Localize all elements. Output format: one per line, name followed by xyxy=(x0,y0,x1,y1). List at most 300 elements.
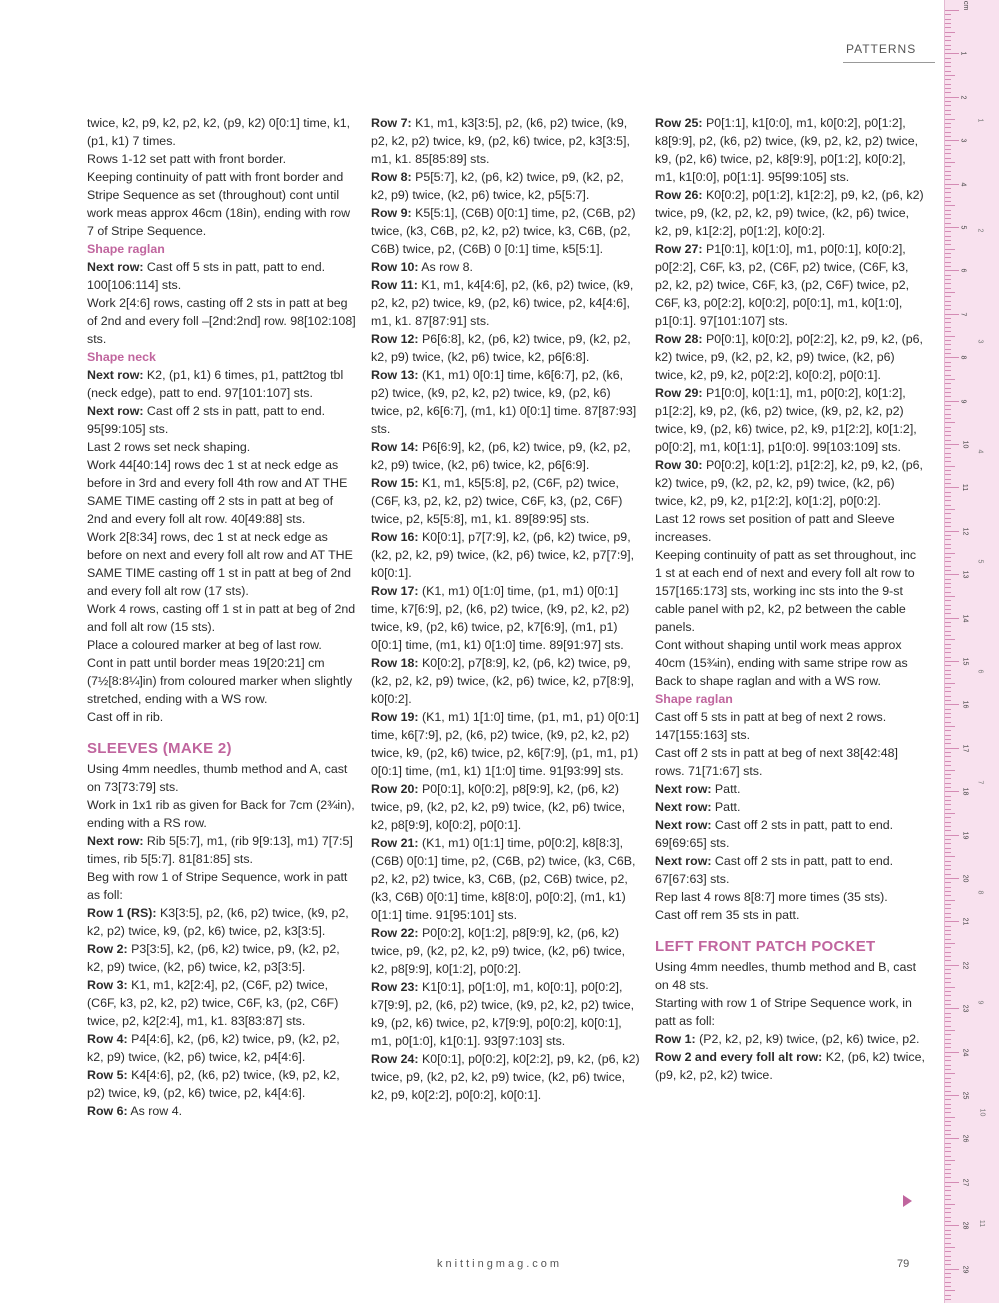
column-2 xyxy=(371,114,641,1104)
row-label: Row 27: xyxy=(655,242,703,256)
ruler-tick xyxy=(945,605,951,606)
row-instruction: (K1, m1) 0[1:0] time, (p1, m1) 0[0:1] time, k7[6:9], p2, (k6, p2) twice, (k9, p2, k2, p2) twice, k9, (p2, k6) twice, p2, k7[6:9], (m1, p1) 0[0:1] time, (m1, k1) 0[1:0] time. 89[91:97] sts. xyxy=(371,584,630,652)
ruler-tick xyxy=(945,27,951,28)
pattern-row xyxy=(87,832,357,868)
ruler-tick xyxy=(945,1273,951,1274)
ruler-tick xyxy=(945,895,951,896)
row-instruction: Cast off 2 sts in patt, patt to end. 69[69:65] sts. xyxy=(655,818,894,850)
ruler-tick xyxy=(945,1195,951,1196)
ruler-tick xyxy=(945,97,959,98)
ruler-tick xyxy=(945,526,951,527)
row-instruction: K2, (p1, k1) 6 times, p1, patt2tog tbl (neck edge), patt to end. 97[101:107] sts. xyxy=(87,368,344,400)
pattern-row xyxy=(655,240,925,330)
ruler-tick xyxy=(945,587,951,588)
ruler-tick xyxy=(945,618,959,619)
ruler-tick xyxy=(945,1204,955,1205)
ruler-tick xyxy=(945,947,951,948)
ruler-tick xyxy=(945,683,955,684)
pattern-row xyxy=(655,816,925,852)
row-label: Row 28: xyxy=(655,332,703,346)
ruler-tick xyxy=(945,379,955,380)
ruler-tick xyxy=(945,370,951,371)
paragraph: Using 4mm needles, thumb method and B, cast on 48 sts. xyxy=(655,960,917,992)
section-heading: SLEEVES (MAKE 2) xyxy=(87,740,232,757)
row-instruction: Patt. xyxy=(711,782,741,796)
row-instruction: P3[3:5], k2, (p6, k2) twice, p9, (k2, p2, k2, p9) twice, (k2, p6) twice, k2, p3[3:5]. xyxy=(87,942,340,974)
ruler-cm-label: 7 xyxy=(959,312,967,317)
ruler-tick xyxy=(945,1065,951,1066)
ruler-inch-label: 3 xyxy=(976,339,984,344)
ruler-tick xyxy=(945,969,951,970)
ruler-tick xyxy=(945,1160,955,1161)
ruler-tick xyxy=(945,539,951,540)
ruler-tick xyxy=(945,184,959,185)
row-instruction: P0[1:1], k1[0:0], m1, k0[0:2], p0[1:2], k8[9:9], p2, (k6, p2) twice, (k9, p2, k2, p2) twice, k9, (p2, k6) twice, p2, k8[9:9], p0[1:2], k0[0:2], m1, k1[0:0], p0[1:1]. 95[99:105] sts. xyxy=(655,116,919,184)
pattern-row xyxy=(655,1048,925,1084)
ruler-tick xyxy=(945,218,951,219)
paragraph: Starting with row 1 of Stripe Sequence work, in patt as foll: xyxy=(655,996,912,1028)
row-instruction: Rib 5[5:7], m1, (rib 9[9:13], m1) 7[7:5] times, rib 5[5:7]. 81[81:85] sts. xyxy=(87,834,353,866)
ruler-inch-label: 6 xyxy=(976,669,984,674)
ruler-tick xyxy=(945,965,959,966)
ruler-tick xyxy=(945,1264,951,1265)
ruler-tick xyxy=(945,192,951,193)
ruler-tick xyxy=(945,778,951,779)
ruler-tick xyxy=(945,431,951,432)
paragraph: Cast off 2 sts in patt at beg of next 38[42:48] rows. 71[71:67] sts. xyxy=(655,746,898,778)
pattern-row xyxy=(655,330,925,384)
ruler-cm-label: 8 xyxy=(959,355,967,360)
row-instruction: P6[6:9], k2, (p6, k2) twice, p9, (k2, p2, k2, p9) twice, (k2, p6) twice, k2, p6[6:9]. xyxy=(371,440,631,472)
row-label: Next row: xyxy=(655,854,712,868)
ruler-tick xyxy=(945,1247,955,1248)
subsection-heading: Shape raglan xyxy=(87,242,165,256)
ruler-tick xyxy=(945,309,951,310)
row-label: Row 12: xyxy=(371,332,419,346)
ruler-tick xyxy=(945,813,955,814)
row-label: Row 4: xyxy=(87,1032,128,1046)
row-label: Row 23: xyxy=(371,980,419,994)
ruler-tick xyxy=(945,1190,951,1191)
ruler-tick xyxy=(945,921,959,922)
row-instruction: P0[0:2], k0[1:2], p8[9:9], k2, (p6, k2) twice, p9, (k2, p2, k2, p9) twice, (k2, p6) twice, k2, p8[9:9], k0[1:2], p0[0:2]. xyxy=(371,926,626,976)
ruler-tick xyxy=(945,726,955,727)
pattern-row xyxy=(655,384,925,456)
ruler-tick xyxy=(945,1138,959,1139)
row-label: Row 26: xyxy=(655,188,703,202)
row-label: Row 22: xyxy=(371,926,419,940)
ruler-tick xyxy=(945,991,951,992)
row-instruction: P4[4:6], k2, (p6, k2) twice, p9, (k2, p2, k2, p9) twice, (k2, p6) twice, k2, p4[4:6]. xyxy=(87,1032,340,1064)
ruler-tick xyxy=(945,71,951,72)
row-label: Row 15: xyxy=(371,476,419,490)
row-label: Row 10: xyxy=(371,260,419,274)
ruler-tick xyxy=(945,1143,951,1144)
ruler-tick xyxy=(945,127,951,128)
pattern-row xyxy=(655,456,925,510)
ruler-tick xyxy=(945,531,959,532)
ruler-tick xyxy=(945,1073,955,1074)
header-divider xyxy=(843,62,935,63)
row-instruction: K0[0:1], p0[0:2], k0[2:2], p9, k2, (p6, k2) twice, p9, (k2, p2, k2, p9) twice, (k2, p6) twice, k2, p9, k0[2:2], p0[0:2], k0[0:1]. xyxy=(371,1052,640,1102)
pattern-row xyxy=(371,780,641,834)
ruler-tick xyxy=(945,722,951,723)
ruler-tick xyxy=(945,279,951,280)
row-instruction: (P2, k2, p2, k9) twice, (p2, k6) twice, p2. xyxy=(695,1032,920,1046)
ruler-tick xyxy=(945,826,951,827)
row-label: Row 6: xyxy=(87,1104,128,1118)
ruler-tick xyxy=(945,522,951,523)
ruler-tick xyxy=(945,500,951,501)
ruler-tick xyxy=(945,366,951,367)
ruler-tick xyxy=(945,1000,951,1001)
ruler-tick xyxy=(945,136,951,137)
paragraph: twice, k2, p9, k2, p2, k2, (p9, k2) 0[0:1] time, k1, (p1, k1) 7 times. xyxy=(87,116,351,148)
row-instruction: Cast off 2 sts in patt, patt to end. 95[99:105] sts. xyxy=(87,404,326,436)
ruler-tick xyxy=(945,414,951,415)
row-instruction: P5[5:7], k2, (p6, k2) twice, p9, (k2, p2, k2, p9) twice, (k2, p6) twice, k2, p5[5:7]. xyxy=(371,170,624,202)
ruler-tick xyxy=(945,960,951,961)
ruler-tick xyxy=(945,1173,951,1174)
ruler-tick xyxy=(945,592,951,593)
row-instruction: K2, (p6, k2) twice, (p9, k2, p2, k2) twice. xyxy=(655,1050,925,1082)
ruler-tick xyxy=(945,1052,959,1053)
row-instruction: P0[0:1], k0[0:2], p8[9:9], k2, (p6, k2) twice, p9, (k2, p2, k2, p9) twice, (k2, p6) twice, k2, p8[9:9], k0[0:2], p0[0:1]. xyxy=(371,782,626,832)
ruler-inch-label: 8 xyxy=(976,890,984,895)
ruler-tick xyxy=(945,861,951,862)
ruler-tick xyxy=(945,830,951,831)
paragraph: Cast off 5 sts in patt at beg of next 2 rows. 147[155:163] sts. xyxy=(655,710,887,742)
ruler-tick xyxy=(945,513,951,514)
ruler-tick xyxy=(945,1208,951,1209)
ruler-tick xyxy=(945,140,959,141)
ruler-tick xyxy=(945,383,951,384)
ruler-tick xyxy=(945,322,951,323)
ruler-tick xyxy=(945,10,959,11)
ruler-tick xyxy=(945,657,951,658)
ruler-tick xyxy=(945,153,951,154)
pattern-row xyxy=(87,1102,357,1120)
ruler-tick xyxy=(945,1086,951,1087)
ruler-tick xyxy=(945,787,951,788)
pattern-row xyxy=(655,114,925,186)
ruler-tick xyxy=(945,548,951,549)
ruler-tick xyxy=(945,466,955,467)
row-instruction: Patt. xyxy=(711,800,741,814)
ruler-tick xyxy=(945,418,951,419)
ruler-tick xyxy=(945,223,951,224)
ruler-tick xyxy=(945,1013,951,1014)
ruler-tick xyxy=(945,661,959,662)
ruler-tick xyxy=(945,748,959,749)
ruler-tick xyxy=(945,275,951,276)
pattern-row xyxy=(371,276,641,330)
paragraph: Rep last 4 rows 8[8:7] more times (35 sts). xyxy=(655,890,888,904)
ruler-tick xyxy=(945,874,951,875)
row-instruction: K4[4:6], p2, (k6, p2) twice, (k9, p2, k2, p2) twice, k9, (p2, k6) twice, p2, k4[4:6]. xyxy=(87,1068,340,1100)
ruler-tick xyxy=(945,58,951,59)
row-label: Next row: xyxy=(655,818,712,832)
row-instruction: K1, m1, k4[4:6], p2, (k6, p2) twice, (k9, p2, k2, p2) twice, k9, (p2, k6) twice, p2, k4[4:6], m1, k1. 87[87:91] sts. xyxy=(371,278,634,328)
ruler-inch-label: 1 xyxy=(976,118,984,123)
pattern-row xyxy=(371,204,641,258)
ruler-cm-label: 16 xyxy=(961,700,969,709)
row-label: Row 2 and every foll alt row: xyxy=(655,1050,823,1064)
ruler-tick xyxy=(945,544,951,545)
column-3 xyxy=(655,114,925,1084)
row-label: Row 1 (RS): xyxy=(87,906,157,920)
subsection-heading: Shape raglan xyxy=(655,692,733,706)
paragraph: Cast off rem 35 sts in patt. xyxy=(655,908,800,922)
row-label: Row 7: xyxy=(371,116,412,130)
ruler-tick xyxy=(945,1099,951,1100)
row-label: Row 29: xyxy=(655,386,703,400)
ruler-inch-label: 5 xyxy=(976,559,984,564)
ruler-tick xyxy=(945,952,951,953)
paragraph: Work 44[40:14] rows dec 1 st at neck edge as before in 3rd and every foll 4th row and AT THE SAME TIME casting off 2 sts in patt at beg of 2nd and every foll alt row. 40[49:88] sts. xyxy=(87,458,348,526)
pattern-row xyxy=(87,940,357,976)
ruler-tick xyxy=(945,448,951,449)
row-instruction: Cast off 2 sts in patt, patt to end. 67[67:63] sts. xyxy=(655,854,894,886)
ruler-tick xyxy=(945,1182,959,1183)
ruler-tick xyxy=(945,440,951,441)
paragraph: Work in 1x1 rib as given for Back for 7cm (2¾in), ending with a RS row. xyxy=(87,798,355,830)
ruler-tick xyxy=(945,253,951,254)
ruler-tick xyxy=(945,848,951,849)
ruler-tick xyxy=(945,32,955,33)
ruler-tick xyxy=(945,1112,951,1113)
ruler-tick xyxy=(945,796,951,797)
ruler-tick xyxy=(945,1230,951,1231)
ruler-tick xyxy=(945,1034,951,1035)
paragraph: Cont without shaping until work meas approx 40cm (15¾in), ending with same stripe row as Back to shape raglan and with a WS row. xyxy=(655,638,908,688)
row-instruction: K0[0:2], p7[8:9], k2, (p6, k2) twice, p9, (k2, p2, k2, p9) twice, (k2, p6) twice, k2, p7[8:9], k0[0:2]. xyxy=(371,656,635,706)
ruler-cm-label: 15 xyxy=(961,657,969,666)
ruler-cm-label: 27 xyxy=(961,1178,969,1187)
ruler-tick xyxy=(945,691,951,692)
row-label: Row 19: xyxy=(371,710,419,724)
ruler-tick xyxy=(945,674,951,675)
ruler-tick xyxy=(945,305,951,306)
ruler-tick xyxy=(945,622,951,623)
ruler-cm-unit: cm xyxy=(962,0,970,11)
pattern-row xyxy=(87,904,357,940)
row-label: Row 20: xyxy=(371,782,419,796)
ruler-tick xyxy=(945,1277,951,1278)
pattern-row xyxy=(371,654,641,708)
paragraph: Keeping continuity of patt with front border and Stripe Sequence as set (throughout) cont until work meas approx 46cm (18in), ending with row 7 of Stripe Sequence. xyxy=(87,170,351,238)
ruler-tick xyxy=(945,1095,959,1096)
ruler-inch-label: 7 xyxy=(976,780,984,785)
ruler-cm-label: 9 xyxy=(959,399,967,404)
pattern-row xyxy=(371,708,641,780)
ruler-cm-label: 5 xyxy=(959,225,967,230)
ruler-cm-label: 26 xyxy=(961,1134,969,1143)
ruler-tick xyxy=(945,1108,951,1109)
row-instruction: K1[0:1], p0[1:0], m1, k0[0:1], p0[0:2], k7[9:9], p2, (k6, p2) twice, (k9, p2, k2, p2) twice, k9, (p2, k6) twice, p2, k7[9:9], p0[0:2], k0[0:1], m1, p0[1:0], k1[0:1]. 93[97:103] sts. xyxy=(371,980,635,1048)
ruler-tick xyxy=(945,934,951,935)
ruler-tick xyxy=(945,809,951,810)
ruler-cm-label: 28 xyxy=(961,1221,969,1230)
ruler-tick xyxy=(945,457,951,458)
ruler-cm-label: 18 xyxy=(961,787,969,796)
ruler-tick xyxy=(945,956,951,957)
ruler-tick xyxy=(945,943,955,944)
ruler-tick xyxy=(945,579,951,580)
ruler-tick xyxy=(945,388,951,389)
ruler-tick xyxy=(945,288,951,289)
row-instruction: P1[0:1], k0[1:0], m1, p0[0:1], k0[0:2], p0[2:2], C6F, k3, p2, (C6F, p2) twice, (C6F, k3, p2, k2, p2) twice, C6F, k3, (p2, C6F) twice, p2, C6F, k3, p0[2:2], k0[0:2], p0[0:1], m1, k0[1:0], p1[0:1]. 97[101:107] sts. xyxy=(655,242,910,328)
ruler-cm-label: 11 xyxy=(961,484,969,492)
ruler-cm-label: 1 xyxy=(959,51,967,56)
row-label: Row 14: xyxy=(371,440,419,454)
ruler-tick xyxy=(945,296,951,297)
ruler-cm-label: 24 xyxy=(961,1048,969,1056)
ruler-tick xyxy=(945,1238,951,1239)
paragraph: Last 2 rows set neck shaping. xyxy=(87,440,251,454)
ruler-tick xyxy=(945,162,955,163)
pattern-row xyxy=(655,186,925,240)
ruler-tick xyxy=(945,1199,951,1200)
ruler-tick xyxy=(945,626,951,627)
row-label: Row 24: xyxy=(371,1052,419,1066)
ruler-tick xyxy=(945,987,955,988)
row-label: Row 18: xyxy=(371,656,419,670)
ruler-tick xyxy=(945,1134,951,1135)
ruler-tick xyxy=(945,392,951,393)
ruler-tick xyxy=(945,600,951,601)
row-label: Next row: xyxy=(87,260,144,274)
ruler-tick xyxy=(945,652,951,653)
ruler-tick xyxy=(945,492,951,493)
ruler-tick xyxy=(945,227,959,228)
ruler-cm-label: 10 xyxy=(961,440,969,449)
ruler-tick xyxy=(945,561,951,562)
row-label: Row 13: xyxy=(371,368,419,382)
ruler-cm-label: 25 xyxy=(961,1091,969,1100)
ruler-tick xyxy=(945,145,951,146)
ruler-tick xyxy=(945,40,951,41)
ruler-tick xyxy=(945,553,955,554)
ruler-tick xyxy=(945,53,959,54)
row-instruction: K0[0:1], p7[7:9], k2, (p6, k2) twice, p9, (k2, p2, k2, p9) twice, (k2, p6) twice, k2, p7[7:9], k0[0:1]. xyxy=(371,530,635,580)
ruler-tick xyxy=(945,444,959,445)
row-label: Row 25: xyxy=(655,116,703,130)
ruler-tick xyxy=(945,236,951,237)
row-label: Row 9: xyxy=(371,206,412,220)
paragraph: Cast off in rib. xyxy=(87,710,164,724)
ruler-cm-label: 23 xyxy=(961,1004,969,1013)
ruler-tick xyxy=(945,357,959,358)
row-instruction: K1, m1, k3[3:5], p2, (k6, p2) twice, (k9, p2, k2, p2) twice, k9, (p2, k6) twice, p2, k3[3:5], m1, k1. 85[85:89] sts. xyxy=(371,116,630,166)
row-instruction: P6[6:8], k2, (p6, k2) twice, p9, (k2, p2, k2, p9) twice, (k2, p6) twice, k2, p6[6:8]. xyxy=(371,332,631,364)
ruler-tick xyxy=(945,292,955,293)
ruler-tick xyxy=(945,596,955,597)
row-label: Row 5: xyxy=(87,1068,128,1082)
ruler-tick xyxy=(945,1217,951,1218)
ruler-cm-label: 21 xyxy=(961,917,969,926)
ruler-tick xyxy=(945,474,951,475)
ruler-tick xyxy=(945,1169,951,1170)
ruler-tick xyxy=(945,717,951,718)
ruler-tick xyxy=(945,231,951,232)
ruler-tick xyxy=(945,904,951,905)
pattern-row xyxy=(371,366,641,438)
row-instruction: K3[3:5], p2, (k6, p2) twice, (k9, p2, k2, p2) twice, k9, (p2, k6) twice, p2, k3[3:5]. xyxy=(87,906,349,938)
row-label: Next row: xyxy=(87,368,144,382)
ruler-tick xyxy=(945,505,951,506)
ruler-tick xyxy=(945,214,951,215)
ruler-tick xyxy=(945,79,951,80)
ruler-tick xyxy=(945,149,951,150)
row-label: Row 21: xyxy=(371,836,419,850)
ruler-tick xyxy=(945,574,959,575)
ruler-tick xyxy=(945,557,951,558)
ruler-tick xyxy=(945,891,951,892)
ruler-tick xyxy=(945,982,951,983)
ruler-tick xyxy=(945,1125,951,1126)
ruler-tick xyxy=(945,1030,955,1031)
row-instruction: As row 8. xyxy=(418,260,473,274)
ruler-tick xyxy=(945,648,951,649)
row-label: Row 17: xyxy=(371,584,419,598)
ruler-tick xyxy=(945,270,959,271)
ruler-tick xyxy=(945,887,951,888)
pattern-row xyxy=(655,1030,925,1048)
ruler-tick xyxy=(945,1221,951,1222)
section-heading: LEFT FRONT PATCH POCKET xyxy=(655,938,876,955)
ruler-tick xyxy=(945,66,951,67)
pattern-row xyxy=(371,834,641,924)
ruler-tick xyxy=(945,709,951,710)
pattern-row xyxy=(371,330,641,366)
ruler-tick xyxy=(945,123,951,124)
ruler-tick xyxy=(945,401,959,402)
ruler-tick xyxy=(945,75,955,76)
ruler-tick xyxy=(945,613,951,614)
ruler-tick xyxy=(945,995,951,996)
pattern-row xyxy=(371,114,641,168)
ruler-tick xyxy=(945,45,951,46)
ruler-tick xyxy=(945,336,955,337)
ruler-tick xyxy=(945,678,951,679)
row-label: Next row: xyxy=(87,404,144,418)
ruler-tick xyxy=(945,1286,951,1287)
ruler-tick xyxy=(945,1251,951,1252)
ruler-tick xyxy=(945,1004,951,1005)
ruler-tick xyxy=(945,913,951,914)
ruler-tick xyxy=(945,696,951,697)
ruler-tick xyxy=(945,822,951,823)
paragraph: Work 2[4:6] rows, casting off 2 sts in patt at beg of 2nd and every foll –[2nd:2nd] row. 98[102:108] sts. xyxy=(87,296,356,346)
pattern-row xyxy=(371,474,641,528)
ruler-tick xyxy=(945,804,951,805)
ruler-tick xyxy=(945,743,951,744)
pattern-row xyxy=(371,528,641,582)
ruler-tick xyxy=(945,1243,951,1244)
row-instruction: (K1, m1) 0[0:1] time, k6[6:7], p2, (k6, p2) twice, (k9, p2, k2, p2) twice, k9, (p2, k6) twice, p2, k6[6:7], (m1, k1) 0[0:1] time. 87[87:93] sts. xyxy=(371,368,637,436)
pattern-row xyxy=(371,438,641,474)
pattern-row xyxy=(87,1030,357,1066)
ruler-tick xyxy=(945,110,951,111)
ruler-tick xyxy=(945,973,951,974)
ruler-tick xyxy=(945,756,951,757)
ruler-tick xyxy=(945,509,955,510)
ruler-cm-label: 3 xyxy=(959,138,967,143)
ruler-tick xyxy=(945,496,951,497)
ruler-tick xyxy=(945,92,951,93)
paragraph: Cont in patt until border meas 19[20:21] cm (7½[8:8¼]in) from coloured marker when slightly stretched, ending with a WS row. xyxy=(87,656,353,706)
